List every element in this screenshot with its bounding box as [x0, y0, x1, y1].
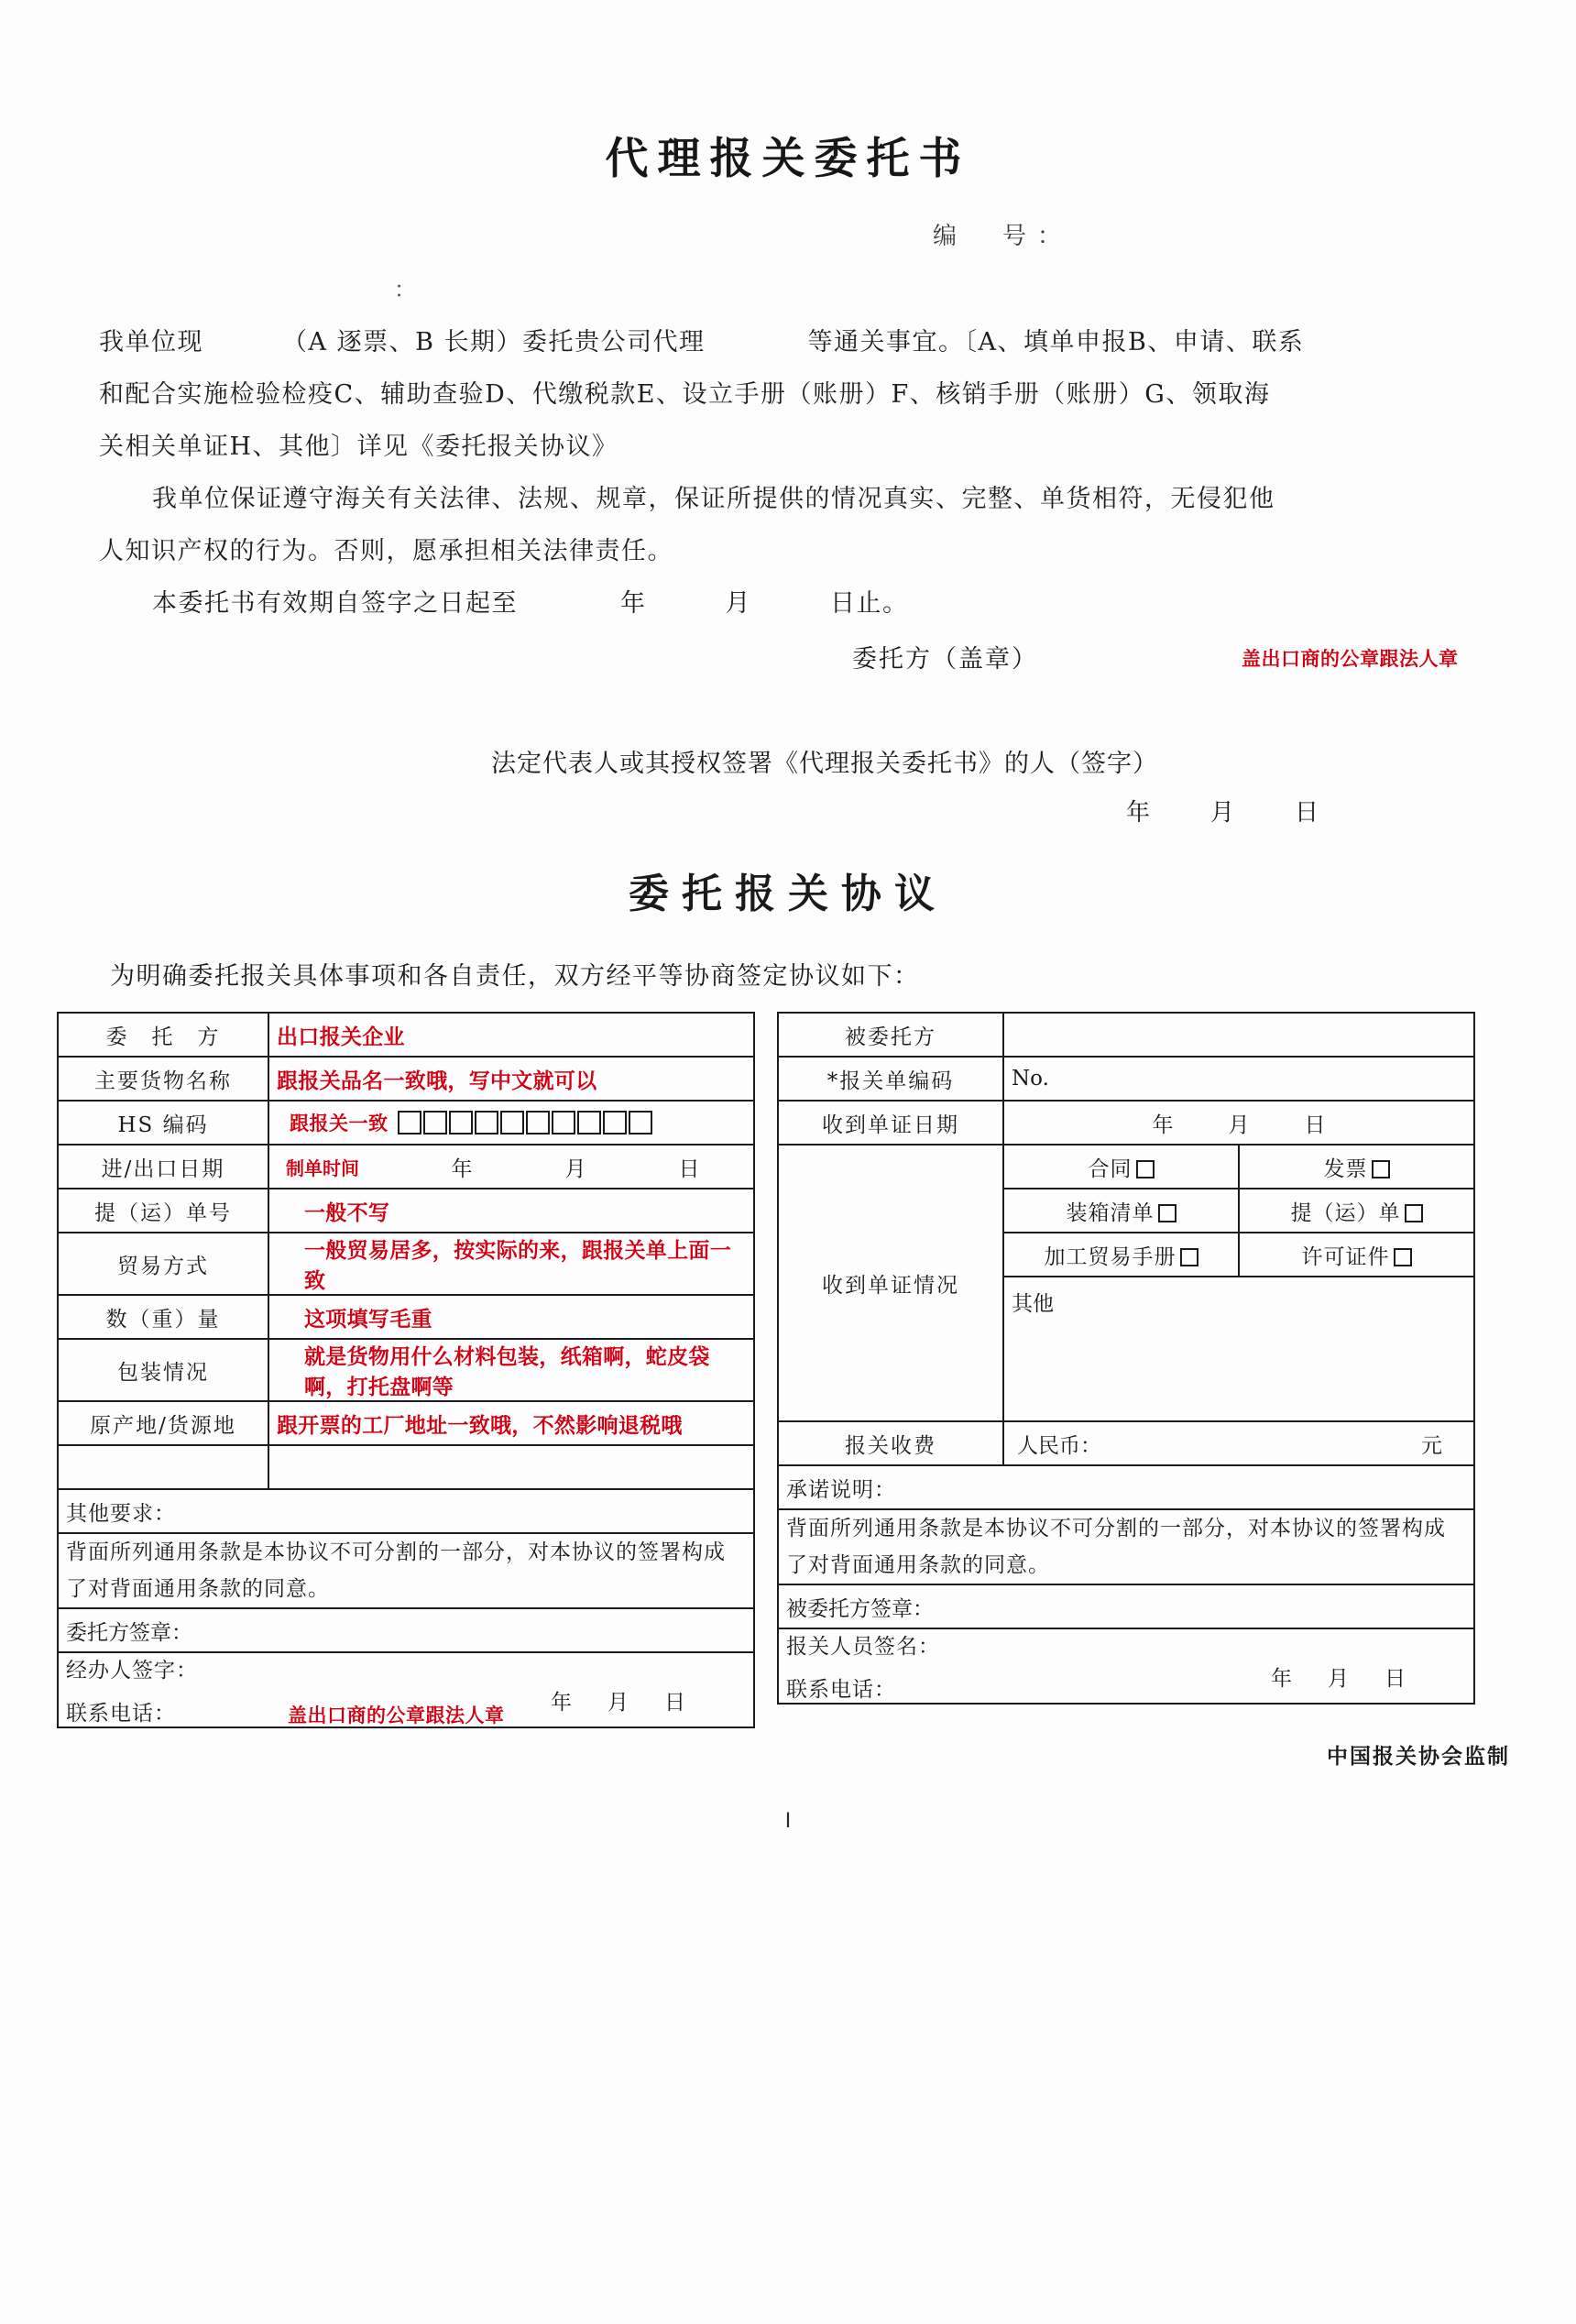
table-row — [778, 1013, 1474, 1057]
para1-seg3: 等通关事宜。〔A、填单申报B、申请、联系 — [807, 328, 1305, 356]
table-row — [778, 1057, 1474, 1101]
row-value-receive-date[interactable] — [1003, 1101, 1474, 1145]
row-note-blank[interactable] — [268, 1445, 754, 1489]
row-note-trade-mode[interactable]: 一般贸易居多，按实际的来，跟报关单上面一致 — [268, 1233, 754, 1295]
entrusted-sign-date — [1253, 1661, 1424, 1692]
entrustment-paragraph-4: 我单位保证遵守海关有关法律、法规、规章，保证所提供的情况真实、完整、单货相符，无侵犯他 — [152, 485, 1275, 513]
row-label-import-export-date: 进/出口日期 — [58, 1145, 268, 1189]
receive-date-day: 日 — [1304, 1113, 1326, 1137]
colon-mark: ： — [394, 277, 416, 302]
row-value-import-export-date[interactable] — [268, 1145, 754, 1189]
table-row — [58, 1295, 754, 1339]
footer-maker: 中国报关协会监制 — [1327, 1744, 1510, 1769]
doc-checkbox-contract[interactable] — [1003, 1145, 1239, 1189]
row-value-entrusted[interactable] — [1003, 1013, 1474, 1057]
checkbox-icon[interactable] — [1180, 1248, 1198, 1266]
para1-seg1: 我单位现 — [99, 328, 203, 356]
promise-cell[interactable]: 承诺说明： — [778, 1465, 1474, 1509]
legal-date-day: 日 — [1295, 799, 1319, 827]
entruster-seal-annotation: 盖出口商的公章跟法人章 — [288, 1705, 505, 1727]
row-value-hs-code[interactable] — [268, 1101, 754, 1145]
row-label-hs-code: HS 编码 — [58, 1101, 268, 1145]
hs-code-box[interactable] — [500, 1111, 524, 1135]
table-row — [58, 1189, 754, 1233]
row-note-origin[interactable]: 跟开票的工厂地址一致哦，不然影响退税哦 — [268, 1401, 754, 1445]
hs-code-box[interactable] — [423, 1111, 447, 1135]
row-label-fee: 报关收费 — [778, 1421, 1003, 1465]
doc-label-processing-manual: 加工贸易手册 — [1044, 1244, 1177, 1269]
receive-date-year: 年 — [1152, 1113, 1174, 1137]
entrusted-signature-cell[interactable] — [778, 1628, 1474, 1704]
row-value-fee[interactable] — [1003, 1421, 1474, 1465]
row-label-blank — [58, 1445, 268, 1489]
table-row — [58, 1233, 754, 1295]
entrusted-phone-label: 联系电话： — [786, 1678, 896, 1702]
hs-code-box[interactable] — [629, 1111, 652, 1135]
doc-checkbox-bill-of-lading[interactable] — [1239, 1189, 1474, 1233]
entrustment-paragraph-5: 人知识产权的行为。否则，愿承担相关法律责任。 — [99, 537, 673, 565]
para1-seg2: （A 逐票、B 长期）委托贵公司代理 — [282, 328, 706, 356]
table-row — [778, 1145, 1474, 1189]
table-row — [58, 1533, 754, 1608]
table-row — [778, 1509, 1474, 1584]
other-requirements-cell[interactable]: 其他要求： — [58, 1489, 754, 1533]
checkbox-icon[interactable] — [1405, 1204, 1423, 1222]
entrust-party-row — [0, 639, 1576, 690]
doc-label-license: 许可证件 — [1301, 1244, 1390, 1269]
entrusted-date-day: 日 — [1384, 1667, 1406, 1691]
table-row — [778, 1584, 1474, 1628]
doc-label-invoice: 发票 — [1323, 1157, 1368, 1181]
table-row — [58, 1101, 754, 1145]
legal-representative-date — [0, 794, 1576, 828]
table-row — [778, 1421, 1474, 1465]
entrustment-paragraph-2: 和配合实施检验检疫C、辅助查验D、代缴税款E、设立手册（账册）F、核销手册（账册）G、领取海 — [99, 380, 1271, 409]
receive-date-month: 月 — [1228, 1113, 1250, 1137]
table-row — [58, 1401, 754, 1445]
entruster-seal-label: 委托方签章： — [66, 1620, 192, 1645]
row-note-packing[interactable]: 就是货物用什么材料包装，纸箱啊，蛇皮袋啊，打托盘啊等 — [268, 1339, 754, 1401]
hs-code-box[interactable] — [603, 1111, 627, 1135]
page-title: 代理报关委托书 — [605, 134, 971, 184]
doc-label-bill-of-lading: 提（运）单 — [1290, 1200, 1401, 1225]
table-row — [58, 1057, 754, 1101]
doc-checkbox-invoice[interactable] — [1239, 1145, 1474, 1189]
doc-other-cell[interactable]: 其他 — [1003, 1277, 1474, 1421]
entrusted-date-month: 月 — [1328, 1667, 1350, 1691]
legal-representative-label: 法定代表人或其授权签署《代理报关委托书》的人（签字） — [491, 750, 1158, 778]
table-row — [58, 1339, 754, 1401]
agreement-tables — [0, 1012, 1576, 1728]
table-row — [778, 1101, 1474, 1145]
row-label-entruster: 委 托 方 — [58, 1013, 268, 1057]
row-value-declaration-no[interactable]: No. — [1003, 1057, 1474, 1101]
table-row — [58, 1489, 754, 1533]
row-note-entruster[interactable]: 出口报关企业 — [268, 1013, 754, 1057]
row-note-goods-name[interactable]: 跟报关品名一致哦，写中文就可以 — [268, 1057, 754, 1101]
table-row — [58, 1145, 754, 1189]
ie-date-day: 日 — [678, 1157, 700, 1181]
ie-date-month: 月 — [564, 1157, 586, 1181]
row-note-quantity-weight[interactable]: 这项填写毛重 — [268, 1295, 754, 1339]
doc-checkbox-license[interactable] — [1239, 1233, 1474, 1277]
row-label-declaration-no: *报关单编码 — [778, 1057, 1003, 1101]
doc-checkbox-processing-manual[interactable] — [1003, 1233, 1239, 1277]
right-back-clause: 背面所列通用条款是本协议不可分割的一部分，对本协议的签署构成了对背面通用条款的同意。 — [778, 1509, 1474, 1584]
entruster-date-month: 月 — [607, 1691, 629, 1715]
row-label-documents-received: 收到单证情况 — [778, 1145, 1003, 1421]
entrusted-seal-cell[interactable]: 被委托方签章： — [778, 1584, 1474, 1628]
hs-code-box[interactable] — [577, 1111, 601, 1135]
checkbox-icon[interactable] — [1158, 1204, 1177, 1222]
page-number: I — [784, 1810, 792, 1833]
entruster-date-year: 年 — [551, 1691, 573, 1715]
row-label-quantity-weight: 数（重）量 — [58, 1295, 268, 1339]
table-row — [58, 1608, 754, 1652]
entruster-date-day: 日 — [664, 1691, 686, 1715]
table-row — [58, 1445, 754, 1489]
serial-number-label: 编 号： — [932, 223, 1072, 250]
row-label-bill-no: 提（运）单号 — [58, 1189, 268, 1233]
validity-day: 日止。 — [830, 589, 909, 618]
validity-month: 月 — [725, 589, 751, 618]
validity-text: 本委托书有效期自签字之日起至 — [152, 589, 518, 618]
table-row — [58, 1013, 754, 1057]
row-label-trade-mode: 贸易方式 — [58, 1233, 268, 1295]
entrusted-date-year: 年 — [1271, 1667, 1293, 1691]
doc-label-packing-list: 装箱清单 — [1066, 1200, 1155, 1225]
entruster-sign-date — [533, 1685, 704, 1716]
checkbox-icon[interactable] — [1394, 1248, 1412, 1266]
row-note-import-export-date: 制单时间 — [286, 1157, 359, 1179]
entrusted-table — [777, 1012, 1475, 1705]
hs-code-boxes[interactable] — [398, 1111, 652, 1135]
entrustment-paragraph-3: 关相关单证H、其他〕详见《委托报关协议》 — [99, 433, 618, 461]
entruster-phone-label: 联系电话： — [66, 1702, 176, 1726]
doc-checkbox-packing-list[interactable] — [1003, 1189, 1239, 1233]
hs-code-box[interactable] — [526, 1111, 550, 1135]
checkbox-icon[interactable] — [1372, 1160, 1390, 1178]
row-label-packing: 包装情况 — [58, 1339, 268, 1401]
hs-code-box[interactable] — [475, 1111, 498, 1135]
entrustment-paragraph-1 — [99, 316, 1477, 368]
entrust-party-annotation: 盖出口商的公章跟法人章 — [1242, 648, 1459, 670]
agreement-title: 委托报关协议 — [629, 871, 947, 917]
table-row — [778, 1628, 1474, 1704]
legal-date-year: 年 — [1126, 799, 1151, 827]
row-note-hs-code: 跟报关一致 — [290, 1113, 389, 1135]
hs-code-box[interactable] — [398, 1111, 421, 1135]
table-row — [58, 1652, 754, 1727]
fee-unit-label: 元 — [1421, 1433, 1442, 1458]
fee-currency-label: 人民币： — [1017, 1433, 1101, 1458]
row-label-goods-name: 主要货物名称 — [58, 1057, 268, 1101]
doc-label-contract: 合同 — [1088, 1157, 1133, 1181]
row-label-origin: 原产地/货源地 — [58, 1401, 268, 1445]
entrust-party-label: 委托方（盖章） — [852, 645, 1038, 674]
checkbox-icon[interactable] — [1136, 1160, 1155, 1178]
ie-date-year: 年 — [451, 1157, 473, 1181]
hs-code-box[interactable] — [552, 1111, 575, 1135]
entruster-signature-cell[interactable] — [58, 1652, 754, 1727]
row-label-entrusted: 被委托方 — [778, 1013, 1003, 1057]
row-note-bill-no[interactable]: 一般不写 — [268, 1189, 754, 1233]
table-row — [778, 1465, 1474, 1509]
entruster-table — [57, 1012, 755, 1728]
entruster-signer-label: 经办人签字： — [66, 1659, 198, 1683]
agreement-intro: 为明确委托报关具体事项和各自责任，双方经平等协商签定协议如下： — [110, 962, 920, 991]
entrustment-body — [99, 316, 1477, 630]
row-label-receive-date: 收到单证日期 — [778, 1101, 1003, 1145]
legal-date-month: 月 — [1210, 799, 1235, 827]
entrusted-signer-label: 报关人员签名： — [786, 1635, 940, 1659]
hs-code-box[interactable] — [449, 1111, 473, 1135]
left-back-clause: 背面所列通用条款是本协议不可分割的一部分，对本协议的签署构成了对背面通用条款的同意。 — [58, 1533, 754, 1608]
validity-line — [99, 577, 1477, 630]
validity-year: 年 — [620, 589, 647, 618]
